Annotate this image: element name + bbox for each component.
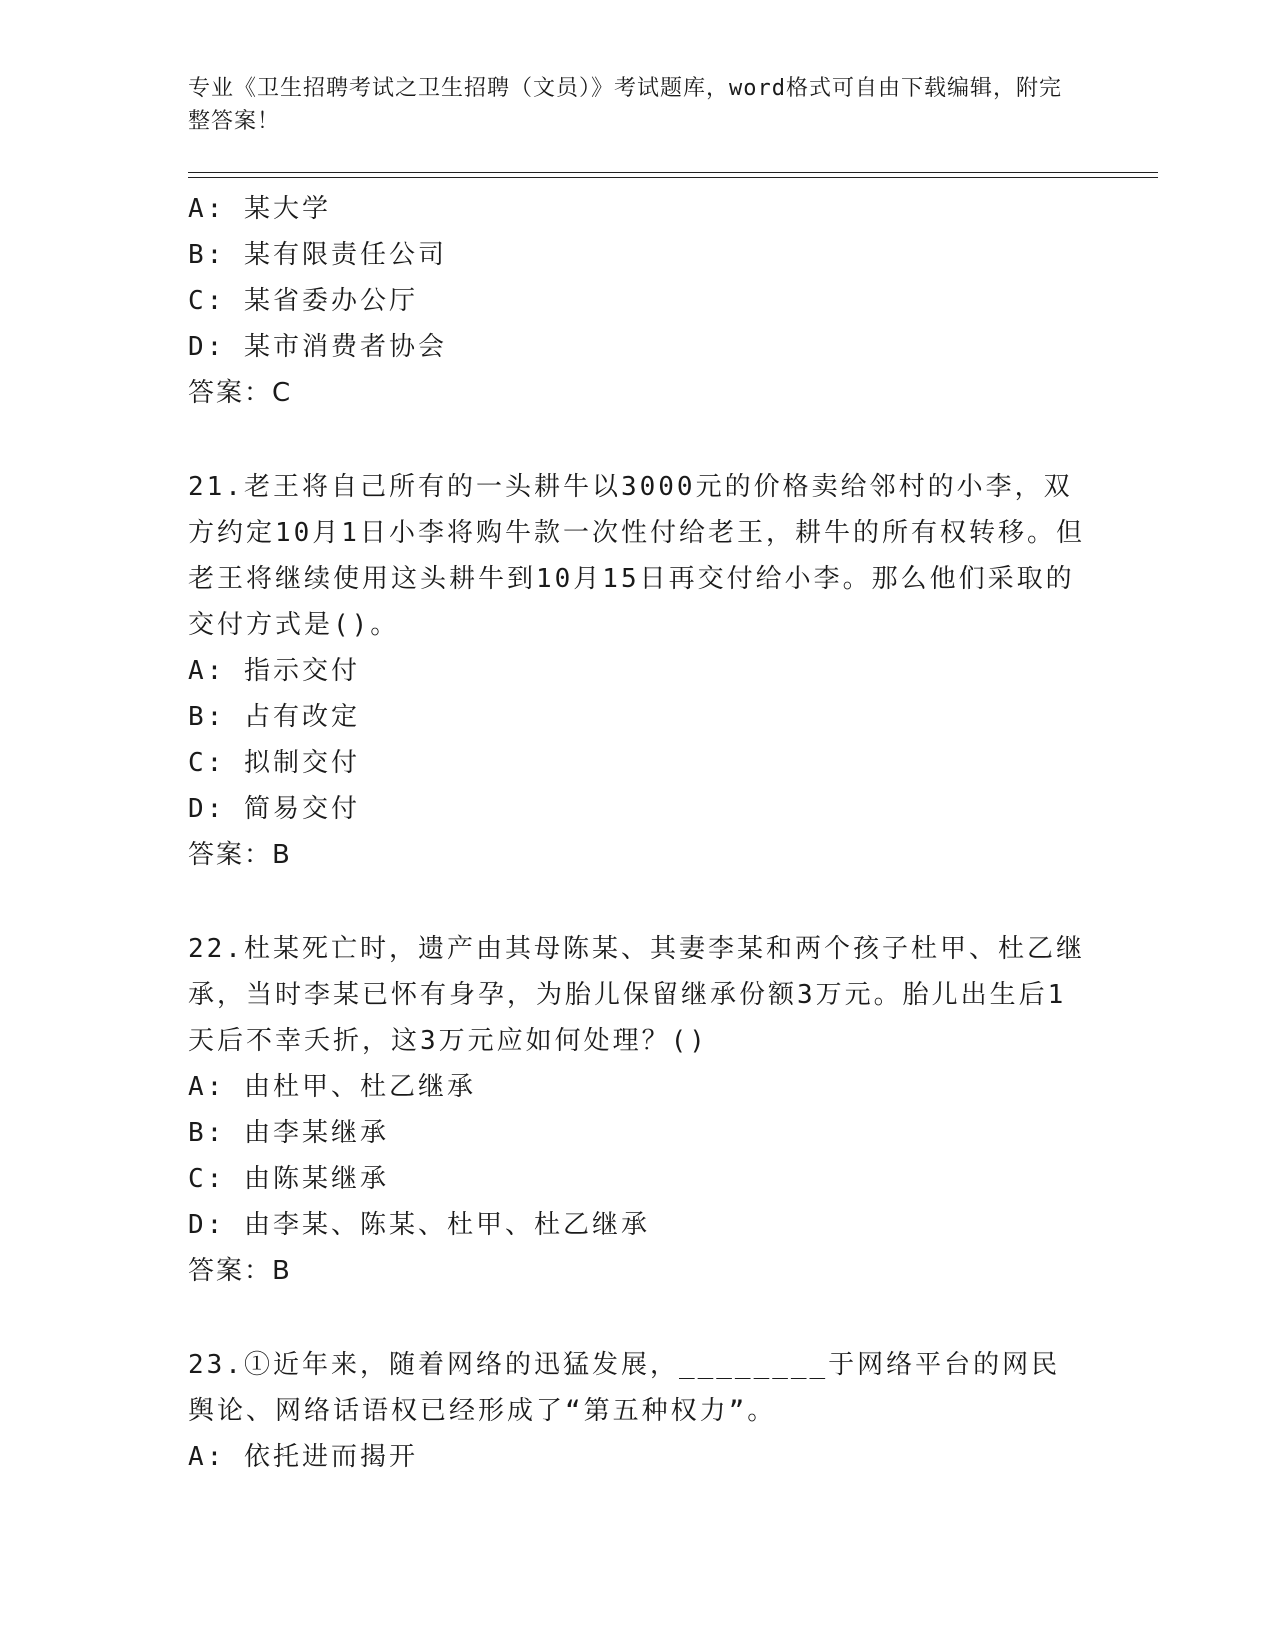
option-b: B: 占有改定 bbox=[188, 702, 360, 732]
answer-label: 答案：B bbox=[188, 840, 292, 870]
question-21-text: 21.老王将自己所有的一头耕牛以3000元的价格卖给邻村的小李，双方约定10月1日小李将购牛款一次性付给老王，耕牛的所有权转移。但老王将继续使用这头耕牛到10月15日再交付给小李。那么他们采取的交付方式是()。 bbox=[188, 472, 1085, 640]
document-header bbox=[188, 72, 1068, 138]
question-content bbox=[188, 186, 1088, 1480]
option-a: A: 指示交付 bbox=[188, 656, 360, 686]
option-a: A: 依托进而揭开 bbox=[188, 1442, 418, 1472]
header-text: 专业《卫生招聘考试之卫生招聘（文员）》考试题库，word格式可自由下载编辑，附完整答案！ bbox=[188, 76, 1062, 134]
option-b: B: 由李某继承 bbox=[188, 1118, 389, 1148]
previous-question-block bbox=[188, 186, 1088, 416]
option-c: C: 某省委办公厅 bbox=[188, 286, 418, 316]
option-c: C: 由陈某继承 bbox=[188, 1164, 389, 1194]
question-22-text: 22.杜某死亡时，遗产由其母陈某、其妻李某和两个孩子杜甲、杜乙继承，当时李某已怀有身孕，为胎儿保留继承份额3万元。胎儿出生后1天后不幸夭折，这3万元应如何处理？() bbox=[188, 934, 1085, 1056]
option-d: D: 某市消费者协会 bbox=[188, 332, 447, 362]
option-b: B: 某有限责任公司 bbox=[188, 240, 447, 270]
header-divider-bottom bbox=[188, 177, 1158, 178]
header-divider-top bbox=[188, 172, 1158, 173]
answer-label: 答案：C bbox=[188, 378, 293, 408]
question-22-block bbox=[188, 926, 1088, 1294]
question-21-block bbox=[188, 464, 1088, 878]
answer-label: 答案：B bbox=[188, 1256, 292, 1286]
option-c: C: 拟制交付 bbox=[188, 748, 360, 778]
question-23-block bbox=[188, 1342, 1088, 1480]
option-d: D: 由李某、陈某、杜甲、杜乙继承 bbox=[188, 1210, 650, 1240]
question-23-text: 23.①近年来，随着网络的迅猛发展，________于网络平台的网民舆论、网络话语权已经形成了“第五种权力”。 bbox=[188, 1350, 1061, 1426]
option-a: A: 由杜甲、杜乙继承 bbox=[188, 1072, 476, 1102]
option-d: D: 简易交付 bbox=[188, 794, 360, 824]
option-a: A: 某大学 bbox=[188, 194, 331, 224]
